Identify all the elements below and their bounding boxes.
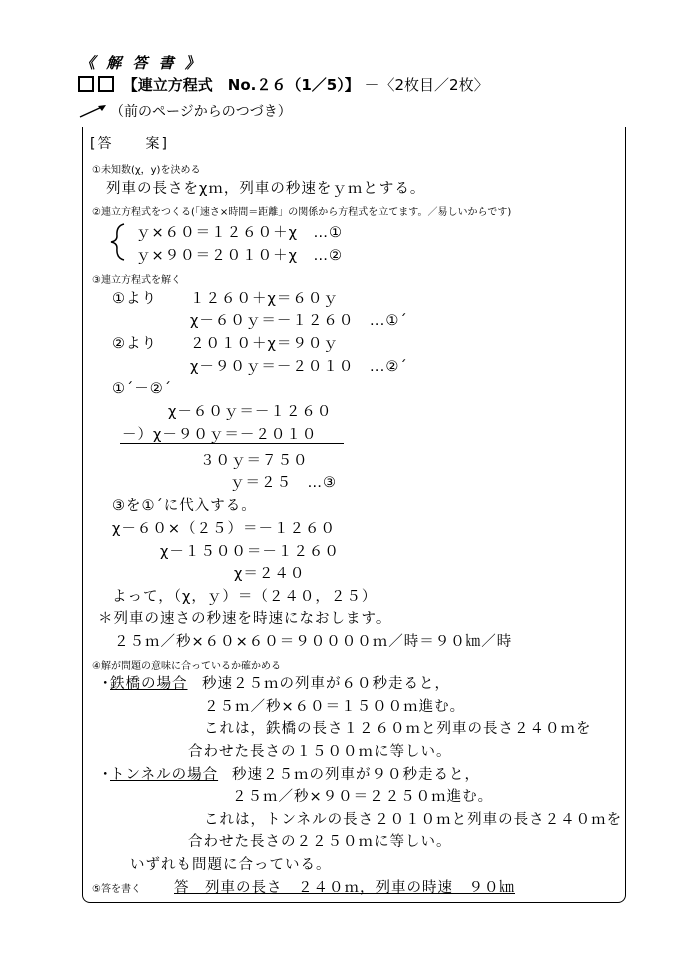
step-3-heading: ③連立方程式を解く [92, 275, 181, 286]
math-line: χ＝２４０ [234, 566, 306, 582]
math-line: ２５ｍ／秒×６０×６０＝９００００ｍ／時＝９０㎞／時 [114, 634, 513, 650]
math-line: χ－６０×（２５）＝－１２６０ [112, 521, 337, 537]
subtraction-line [120, 443, 344, 444]
line-label: ①より [112, 291, 157, 307]
check-heading: トンネルの場合 [110, 767, 219, 783]
page-indicator: －〈2枚目／2枚〉 [364, 76, 489, 94]
check-line: 秒速２５ｍの列車が９０秒走ると， [232, 767, 480, 783]
bullet: ・ [98, 676, 114, 692]
math-line: ２０１０＋χ＝９０ｙ [190, 336, 339, 352]
brace-icon [108, 222, 128, 262]
math-line: ③を①´に代入する。 [112, 498, 257, 514]
math-line: ①´－②´ [112, 381, 172, 397]
step-1-text: 列車の長さをχｍ，列車の秒速をｙｍとする。 [106, 181, 426, 197]
check-heading: 鉄橋の場合 [110, 676, 188, 692]
check-line: ２５ｍ／秒×６０＝１５００ｍ進む。 [204, 699, 466, 715]
math-line: ｙ＝２５ …③ [230, 475, 337, 491]
bullet: ・ [98, 767, 114, 783]
math-line: χ－９０ｙ＝－２０１０ …②´ [190, 359, 408, 375]
check-line: 合わせた長さの１５００ｍに等しい。 [188, 744, 452, 760]
document-title: 《 解 答 書 》 [80, 54, 203, 72]
check-line: これは，トンネルの長さ２０１０ｍと列車の長さ２４０ｍを [204, 812, 623, 828]
step-5-heading: ⑤答を書く [92, 884, 141, 895]
line-label: ②より [112, 336, 157, 352]
check-conclusion: いずれも問題に合っている。 [130, 857, 332, 873]
check-line: これは，鉄橋の長さ１２６０ｍと列車の長さ２４０ｍを [204, 721, 592, 737]
step-1-heading: ①未知数(χ，y)を決める [92, 165, 201, 176]
math-line: よって，（χ，ｙ）＝（２４０，２５） [112, 589, 378, 605]
answer-label: [答 案] [90, 136, 169, 152]
math-line: １２６０＋χ＝６０ｙ [190, 291, 339, 307]
math-line: ３０ｙ＝７５０ [200, 453, 309, 469]
checkbox-square-icon [98, 76, 114, 92]
final-answer: 答 列車の長さ ２４０ｍ，列車の時速 ９０㎞ [174, 880, 515, 896]
arrow-icon [78, 103, 108, 119]
header-line [78, 74, 489, 95]
check-line: ２５ｍ／秒×９０＝２２５０ｍ進む。 [232, 789, 494, 805]
math-line: χ－６０ｙ＝－１２６０ [168, 404, 333, 420]
checkbox-square-icon [78, 76, 94, 92]
check-line: 合わせた長さの２２５０ｍに等しい。 [188, 834, 452, 850]
math-line: －）χ－９０ｙ＝－２０１０ [122, 427, 318, 443]
continuation-note: （前のページからのつづき） [110, 104, 292, 120]
step-2-heading: ②連立方程式をつくる(「速さ×時間＝距離」の関係から方程式を立てます。／易しいからです) [92, 207, 512, 218]
equation-1: ｙ×６０＝１２６０＋χ …① [136, 225, 344, 241]
note-line: ＊列車の速さの秒速を時速になおします。 [98, 611, 392, 627]
math-line: χ－１５００＝－１２６０ [160, 544, 340, 560]
equation-2: ｙ×９０＝２０１０＋χ …② [136, 248, 344, 264]
check-line: 秒速２５ｍの列車が６０秒走ると， [202, 676, 450, 692]
math-line: χ－６０ｙ＝－１２６０ …①´ [190, 313, 408, 329]
step-4-heading: ④解が問題の意味に合っているか確かめる [92, 661, 281, 672]
topic-title: 【連立方程式 No.２６（1／5）】 [122, 76, 360, 94]
